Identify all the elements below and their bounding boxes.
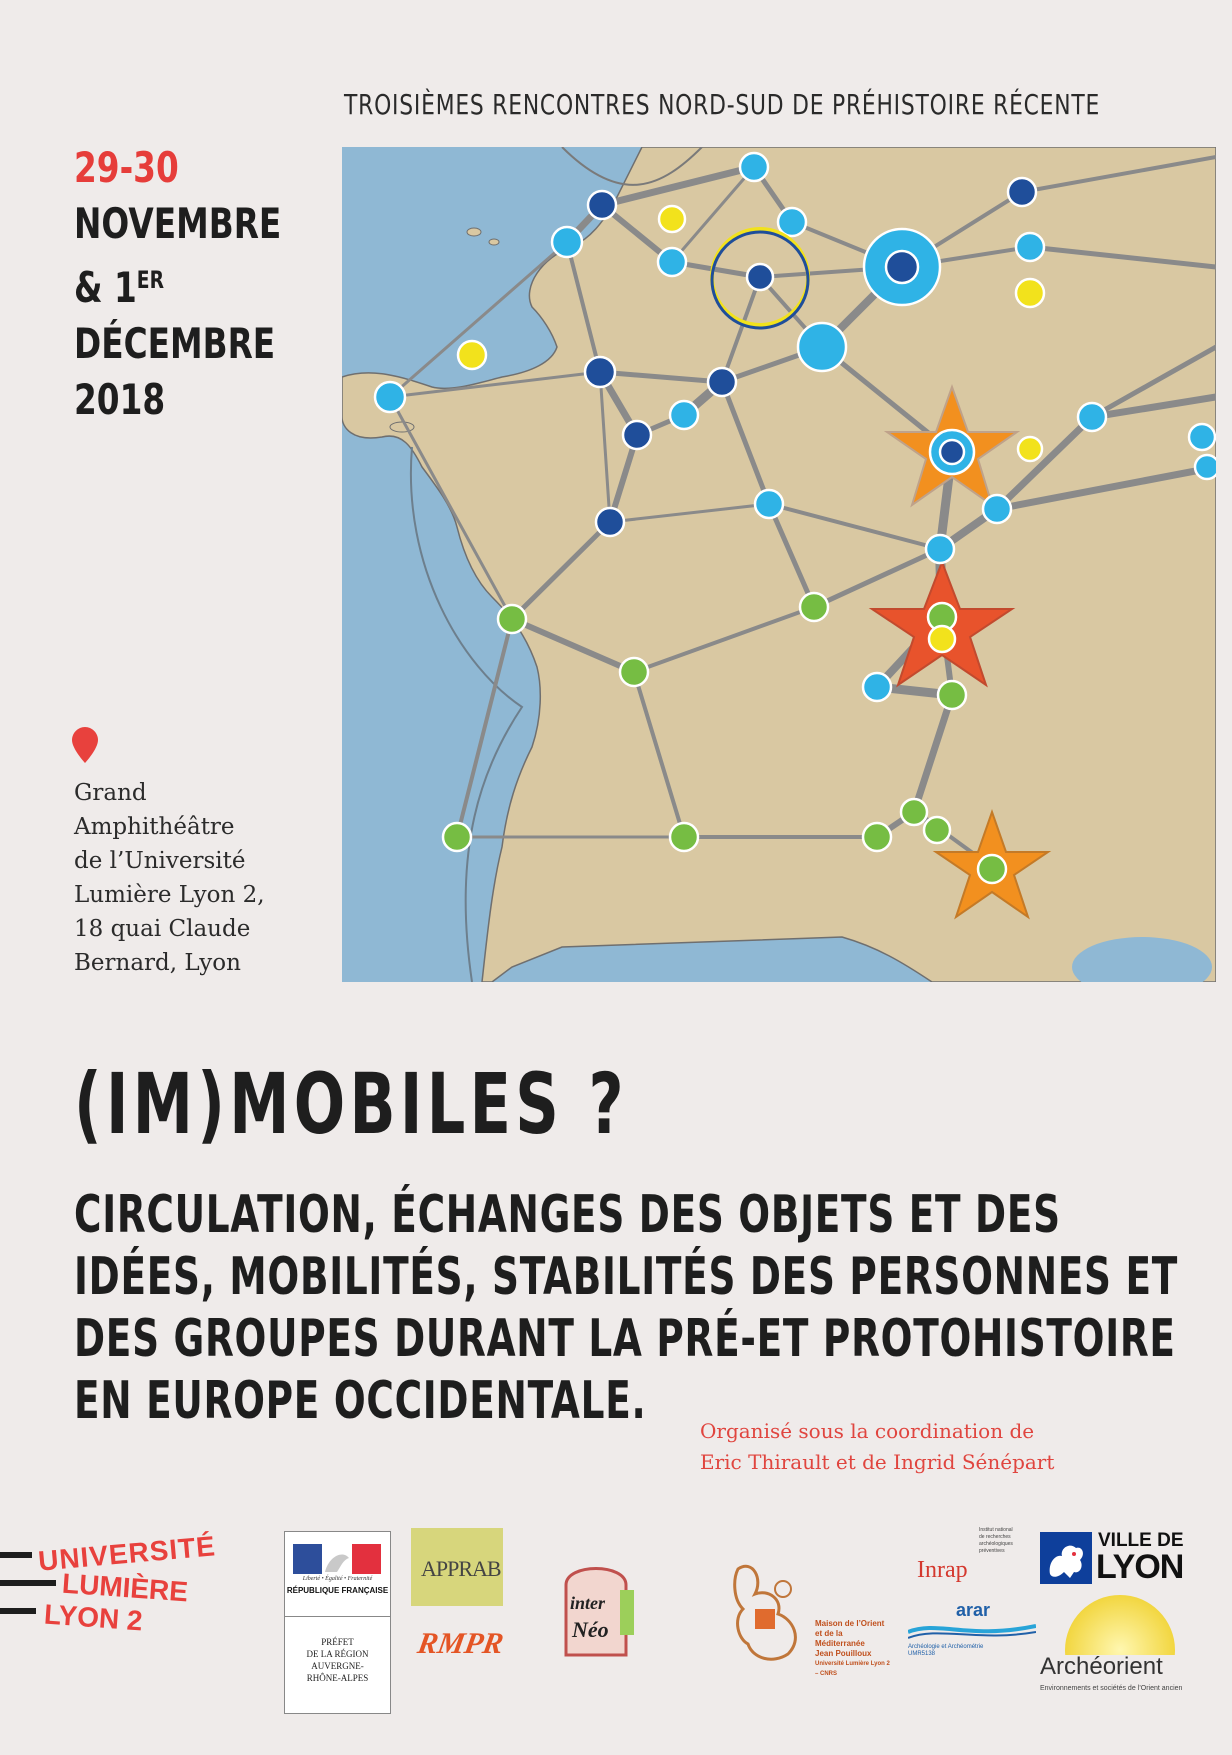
ville-de-lyon-logo bbox=[1040, 1530, 1195, 1590]
network-node-icon bbox=[708, 368, 736, 396]
rf-motto: Liberté • Égalité • Fraternité bbox=[302, 1576, 373, 1582]
arar-small-line: Archéologie et Archéométrie bbox=[908, 1644, 984, 1650]
mom-line: Jean Pouilloux bbox=[815, 1649, 872, 1658]
inrap-small-line: Institut national bbox=[979, 1527, 1013, 1533]
network-node-icon bbox=[863, 673, 891, 701]
subtitle-line: DES GROUPES DURANT LA PRÉ-ET PROTOHISTOIRE bbox=[74, 1309, 1176, 1369]
dates-second-day bbox=[74, 252, 281, 316]
ul2-text: LUMIÈRE bbox=[61, 1567, 189, 1608]
appab-logo bbox=[411, 1528, 503, 1606]
archeorient-subtitle: Environnements et sociétés de l’Orient ancien bbox=[1040, 1685, 1183, 1692]
marianne-icon bbox=[293, 1544, 381, 1574]
dates-amp: & 1 bbox=[74, 263, 137, 312]
venue-line: 18 quai Claude bbox=[74, 916, 251, 942]
archeorient-logo bbox=[1032, 1595, 1207, 1710]
inrap-small-line: de recherches bbox=[979, 1534, 1011, 1540]
network-node-icon bbox=[498, 605, 526, 633]
series-title: TROISIÈMES RENCONTRES NORD-SUD DE PRÉHISTOIRE RÉCENTE bbox=[344, 88, 1101, 121]
network-node-icon bbox=[375, 382, 405, 412]
network-node-icon bbox=[901, 799, 927, 825]
location-pin-icon bbox=[72, 727, 98, 763]
network-node-icon bbox=[926, 535, 954, 563]
organisers bbox=[700, 1416, 1054, 1478]
mom-line: Université Lumière Lyon 2 – CNRS bbox=[815, 1661, 890, 1677]
lyon-top-text: VILLE DE bbox=[1098, 1530, 1184, 1551]
network-node-icon bbox=[1195, 455, 1216, 479]
map-island bbox=[489, 239, 499, 245]
internneo-text: inter bbox=[570, 1593, 606, 1613]
dates-er: ER bbox=[136, 266, 164, 294]
network-node-icon bbox=[798, 323, 846, 371]
venue-line: de l’Université bbox=[74, 848, 246, 874]
map-island bbox=[390, 422, 414, 432]
map-island bbox=[467, 228, 481, 236]
appab-text: APPRAB bbox=[421, 1556, 501, 1581]
maison-orient-logo bbox=[733, 1559, 893, 1677]
network-node-icon bbox=[620, 658, 648, 686]
network-node-icon bbox=[658, 248, 686, 276]
inrap-text: Inrap bbox=[917, 1557, 968, 1583]
network-node-icon bbox=[588, 191, 616, 219]
lion-icon bbox=[1040, 1532, 1092, 1584]
network-node-icon bbox=[1189, 424, 1215, 450]
page-title: (IM)MOBILES ? bbox=[74, 1055, 628, 1153]
subtitle-line: IDÉES, MOBILITÉS, STABILITÉS DES PERSONNES ET bbox=[74, 1247, 1179, 1307]
network-node-icon bbox=[778, 208, 806, 236]
rf-prefet-line: DE LA RÉGION bbox=[306, 1649, 369, 1659]
dates-days: 29-30 bbox=[74, 143, 179, 192]
organisers-line: Eric Thirault et de Ingrid Sénépart bbox=[700, 1450, 1055, 1474]
venue-line: Bernard, Lyon bbox=[74, 950, 241, 976]
network-node-icon bbox=[924, 817, 950, 843]
network-node-icon bbox=[458, 341, 486, 369]
event-dates bbox=[74, 140, 281, 428]
network-node-icon bbox=[863, 823, 891, 851]
ul2-text: LYON 2 bbox=[43, 1598, 144, 1637]
network-node-icon bbox=[670, 401, 698, 429]
mom-line: Maison de l’Orient bbox=[815, 1619, 885, 1628]
archeorient-text: Archéorient bbox=[1040, 1653, 1163, 1680]
rf-prefet-line: PRÉFET bbox=[321, 1637, 354, 1647]
network-node-icon bbox=[800, 593, 828, 621]
universite-lyon2-logo bbox=[0, 1530, 250, 1637]
page-subtitle bbox=[74, 1184, 1179, 1432]
network-node-icon bbox=[1018, 437, 1042, 461]
dates-year: 2018 bbox=[74, 375, 166, 424]
network-node-icon bbox=[596, 508, 624, 536]
rmpr-text: RMPR bbox=[415, 1627, 507, 1660]
dates-month2: DÉCEMBRE bbox=[74, 319, 276, 368]
inrap-small bbox=[979, 1527, 1013, 1555]
mom-text bbox=[815, 1619, 893, 1679]
network-node-icon bbox=[929, 626, 955, 652]
network-node-icon bbox=[755, 490, 783, 518]
inrap-logo bbox=[905, 1527, 1013, 1597]
inrap-small-line: archéologiques bbox=[979, 1541, 1013, 1547]
venue-line: Grand bbox=[74, 780, 147, 806]
inrap-small-line: préventives bbox=[979, 1548, 1005, 1554]
internneo-text: Néo bbox=[572, 1617, 609, 1642]
network-map bbox=[342, 147, 1216, 982]
network-node-icon bbox=[585, 357, 615, 387]
network-node-icon bbox=[983, 495, 1011, 523]
network-node-icon bbox=[740, 153, 768, 181]
network-node-icon bbox=[1016, 233, 1044, 261]
arar-wave-icon bbox=[908, 1620, 1036, 1640]
subtitle-line: EN EUROPE OCCIDENTALE. bbox=[74, 1371, 647, 1431]
internneo-logo bbox=[556, 1555, 636, 1660]
rf-name: RÉPUBLIQUE FRANÇAISE bbox=[286, 1586, 389, 1595]
network-node-icon bbox=[978, 855, 1006, 883]
rf-prefet bbox=[285, 1636, 390, 1684]
arar-small bbox=[908, 1644, 983, 1658]
organisers-line: Organisé sous la coordination de bbox=[700, 1419, 1035, 1443]
network-node-icon bbox=[747, 264, 773, 290]
network-node-icon bbox=[886, 251, 918, 283]
network-node-icon bbox=[552, 227, 582, 257]
mom-line: et de la Méditerranée bbox=[815, 1629, 865, 1648]
network-node-icon bbox=[623, 421, 651, 449]
network-node-icon bbox=[1016, 279, 1044, 307]
rf-prefet-line: RHÔNE-ALPES bbox=[306, 1673, 369, 1683]
arar-logo bbox=[908, 1600, 1036, 1658]
venue-line: Amphithéâtre bbox=[74, 814, 235, 840]
dates-month1: NOVEMBRE bbox=[74, 199, 282, 248]
network-node-icon bbox=[940, 440, 964, 464]
venue-address bbox=[74, 776, 314, 980]
venue-line: Lumière Lyon 2, bbox=[74, 882, 265, 908]
lyon-name-text: LYON bbox=[1096, 1548, 1184, 1586]
sun-icon bbox=[1065, 1595, 1175, 1655]
rf-prefet-line: AUVERGNE- bbox=[311, 1661, 364, 1671]
arar-small-line: UMR5138 bbox=[908, 1651, 936, 1657]
rmpr-logo bbox=[415, 1623, 507, 1663]
subtitle-line: CIRCULATION, ÉCHANGES DES OBJETS ET DES bbox=[74, 1185, 1061, 1245]
republique-francaise-logo bbox=[284, 1531, 391, 1714]
network-node-icon bbox=[659, 206, 685, 232]
network-node-icon bbox=[670, 823, 698, 851]
mom-figure-icon bbox=[733, 1559, 813, 1669]
ul2-text: UNIVERSITÉ bbox=[36, 1530, 217, 1577]
arar-text: arar bbox=[956, 1600, 991, 1620]
network-node-icon bbox=[938, 681, 966, 709]
network-node-icon bbox=[443, 823, 471, 851]
network-node-icon bbox=[1008, 178, 1036, 206]
network-node-icon bbox=[1078, 403, 1106, 431]
